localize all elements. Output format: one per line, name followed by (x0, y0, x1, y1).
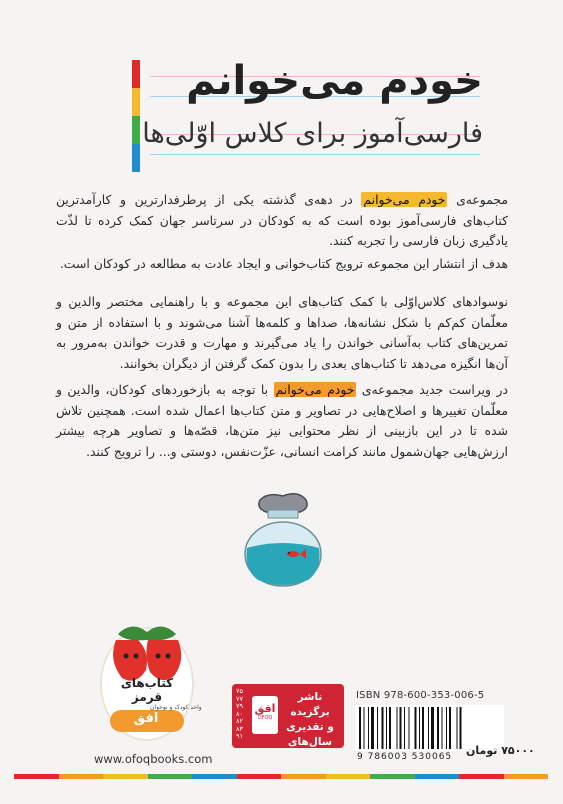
strawberry-brand: افق (133, 711, 159, 726)
barcode-bar (422, 707, 424, 749)
website-link[interactable]: www.ofoqbooks.com (94, 752, 213, 766)
text: با توجه به بازخوردهای کودکان، والدین و معلّمان تغییرها و اصلاح‌هایی در تصاویر و متن کتاب‌ها اعمال شده است. همچنین تلاش شده تا در این بازبینی از نظر محتوایی نیز متن‌ها، قصّه‌ها و تصاویر هرچه بیشتر ارزش‌هایی جهان‌شمول مانند کرامت انسانی، عزّت‌نفس، دوستی و... را ترویج کنند. (56, 382, 508, 459)
isbn-text: ISBN 978-600-353-006-5 (356, 690, 485, 701)
paragraph-1 (56, 190, 508, 252)
barcode-bar (386, 707, 387, 749)
barcode-bar (409, 707, 410, 749)
color-strip-segment (370, 774, 415, 779)
barcode-bar (460, 707, 462, 749)
text: در دهه‌ی گذشته یکی از پرطرفدارترین و کارآمدترین کتاب‌های فارسی‌آموز بوده است که به کودکان در سرتاسر جهان کمک کرده تا لذّت یادگیری زبان فارسی را تجربه کنند. (56, 192, 508, 248)
title-color-bar-segment (132, 88, 140, 116)
award-text (280, 690, 340, 750)
award-year: ۸۲ (236, 717, 243, 725)
color-strip-segment (415, 774, 460, 779)
award-years (236, 688, 250, 741)
color-strip-segment (148, 774, 193, 779)
price-label: ۷۵۰۰۰ تومان (466, 744, 535, 757)
barcode-bar (368, 707, 369, 749)
text: مجموعه‌ی (447, 192, 509, 207)
barcode-bar (382, 707, 384, 749)
barcode-bar (371, 707, 374, 749)
color-strip-segment (192, 774, 237, 779)
award-text-line: سال‌های (287, 736, 333, 748)
color-strip-segment (14, 774, 59, 779)
barcode-bar (404, 707, 405, 749)
fishbowl-illustration (238, 490, 328, 590)
barcode-bar (442, 707, 443, 749)
barcode-bar (457, 707, 458, 749)
award-logo: افق (254, 702, 276, 715)
barcode-bar (431, 707, 434, 749)
publisher-award-badge (232, 684, 344, 748)
barcode-bar (389, 707, 391, 749)
award-year: ۹۱ (236, 732, 243, 740)
barcode-bar (377, 707, 378, 749)
barcode-bar (449, 707, 451, 749)
color-strip-segment (103, 774, 148, 779)
color-strip-segment (504, 774, 549, 779)
series-name-highlight: خودم می‌خوانم (363, 192, 446, 207)
barcode-bar (400, 707, 402, 749)
award-year: ۷۹ (236, 702, 243, 710)
color-strip-segment (326, 774, 371, 779)
book-title: خودم می‌خوانم (186, 58, 483, 104)
award-logo-box (252, 696, 278, 734)
barcode-bar (428, 707, 429, 749)
guide-line (150, 154, 480, 155)
barcode-bar (397, 707, 398, 749)
barcode-bar (446, 707, 447, 749)
paragraph-1b: هدف از انتشار این مجموعه ترویج کتاب‌خوانی و ایجاد عادت به مطالعه در کودکان است. (59, 256, 508, 271)
award-year: ۷۵ (236, 687, 243, 695)
barcode-number: 9 786003 530065 (357, 752, 453, 762)
paragraph-3 (56, 380, 508, 462)
color-strip-segment (459, 774, 504, 779)
color-strip (14, 774, 548, 779)
color-strip-segment (237, 774, 282, 779)
title-color-bars (132, 60, 140, 172)
strawberry-logo-text: کتاب‌های قرمز (120, 676, 174, 704)
title-color-bar-segment (132, 144, 140, 172)
barcode-bar (437, 707, 439, 749)
award-text-line: ناشر برگزیده (290, 691, 330, 718)
award-text-line: و تقدیری (286, 721, 334, 733)
color-strip-segment (281, 774, 326, 779)
barcode-bar (359, 707, 361, 749)
series-name-highlight: خودم می‌خوانم (275, 382, 355, 397)
barcode-bar (364, 707, 365, 749)
text: در ویراست جدید مجموعه‌ی (356, 382, 508, 397)
color-strip-segment (59, 774, 104, 779)
title-color-bar-segment (132, 60, 140, 88)
award-year: ۸۳ (236, 724, 243, 733)
award-year: ۸۰ (236, 709, 243, 718)
barcode-bar (415, 707, 417, 749)
strawberry-sub: واحد کودک و نوجوان (150, 704, 202, 711)
title-color-bar-segment (132, 116, 140, 144)
paragraph-2: نوسوادهای کلاس‌اوّلی با کمک کتاب‌های این مجموعه و با راهنمایی مختصر والدین و معلّمان کم‌کم با شکل نشانه‌ها، صداها و کلمه‌ها آشنا می‌شوند و با استفاده از متن و تمرین‌های کتاب به‌آسانی خواندن را یاد می‌گیرند و مهارت و قدرت خواندن به‌مرور به آن‌ها انگیزه می‌دهد تا کتاب‌های بعدی را بدون کمک گرفتن از دیگران بخوانند. (56, 294, 508, 371)
barcode-bar (419, 707, 420, 749)
book-subtitle: فارسی‌آموز برای کلاس اوّلی‌ها (142, 118, 483, 149)
award-year: ۷۷ (236, 694, 243, 703)
award-logo-latin: OFOQ (257, 715, 273, 721)
